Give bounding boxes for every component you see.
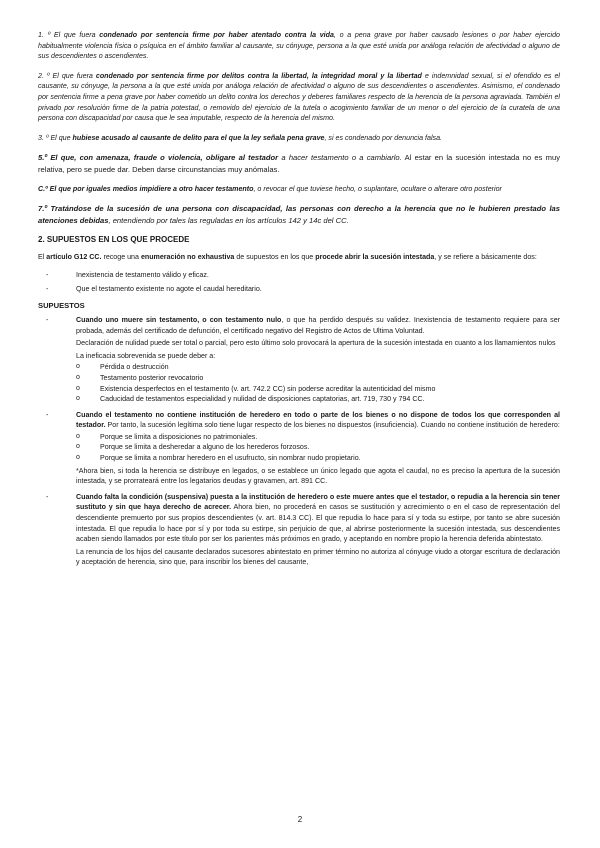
list-item: o Porque se limita a nombrar heredero en el usufructo, sin nombrar nudo propietario. xyxy=(76,453,560,464)
supuesto-1-nulidad: Declaración de nulidad puede ser total o parcial, pero esto último solo provocará la apertura de la sucesión intestada en cuanto a los llamamientos nulos xyxy=(76,339,556,348)
supuesto-1 xyxy=(38,315,560,405)
supuesto-1-bold: Cuando uno muere sin testamento, o con testamento nulo xyxy=(76,315,282,324)
item-2-bold: condenado por sentencia firme por delitos contra la libertad, la integridad moral y la libertad xyxy=(95,71,422,80)
supuestos-list xyxy=(38,315,560,568)
intro-article: artículo G12 CC. xyxy=(46,252,102,261)
section-heading: 2. SUPUESTOS EN LOS QUE PROCEDE xyxy=(38,234,190,244)
paragraph-item-7 xyxy=(38,203,560,225)
intro-procede: procede abrir la sucesión intestada xyxy=(315,252,435,261)
supuesto-3-lead xyxy=(76,492,560,545)
item-1-number: 1. º El que fuera xyxy=(38,31,100,39)
item-5-text: Al estar en la sucesión intestada no es muy relativa, pero se puede dar. Deben darse circunstancias muy anómalas. xyxy=(38,153,561,174)
item-3-text: , si es condenado por denuncia falsa. xyxy=(324,133,443,142)
supuesto-1-ineficacia: La ineficacia sobrevenida se puede deber a: xyxy=(76,351,216,360)
ineficacia-causes-list xyxy=(76,362,560,404)
item-7-text: , entendiendo por tales las reguladas en los artículos 142 y 14c del CC. xyxy=(108,215,349,225)
intro-text-e: , y se refiere a básicamente dos: xyxy=(434,252,537,261)
supuesto-2-text: Por tanto, la sucesión legítima solo tiene lugar respecto de los bienes no dispuestos (insuficiencia). Cuando no contiene institución de heredero: xyxy=(105,421,560,430)
paragraph-item-c xyxy=(38,184,560,195)
list-item: o Porque se limita a desheredar a alguno de los herederos forzosos. xyxy=(76,442,560,453)
supuesto-2-bold: Cuando el testamento no contiene institución de heredero en todo o parte de los bienes o no dispone de todos los que corresponden al testador. xyxy=(76,410,560,430)
list-item: o Existencia desperfectos en el testamento (v. art. 742.2 CC) sin poderse acreditar la autenticidad del mismo xyxy=(76,384,560,395)
supuesto-3-renuncia: La renuncia de los hijos del causante declarados sucesores abintestato en primer término no autoriza al cónyuge viudo a otorgar escritura de declaración y aceptación de herencia, sino que, para inscribir los bienes del causante, xyxy=(76,547,560,567)
item-2-text: e indemnidad sexual, si el ofendido es el causante, su cónyuge, la persona a la que esté unida por análoga relación de afectividad o alguno de sus descendientes o ascendientes. Asimismo, el condenado por sentencia firme a pena grave por haber cometido un delito contra los derechos y deberes familiares respecto de la herencia de la persona agraviada. También el privado por resolución firme de la patria potestad, o removido del ejercicio de la tutela o acogimiento familiar de un menor o del ejercicio de la curatela de una persona con discapacidad por causa que le sea imputable, respecto de la herencia del mismo. xyxy=(38,71,560,123)
section-intro xyxy=(38,252,560,263)
list-item: - Inexistencia de testamento válido y eficaz. xyxy=(38,270,560,281)
item-1-bold: condenado por sentencia firme por haber atentado contra la vida xyxy=(99,31,334,39)
paragraph-item-3 xyxy=(38,133,560,144)
item-5-italic: a hacer testamento o a cambiarlo. xyxy=(278,153,402,163)
paragraph-item-5 xyxy=(38,152,560,174)
item-5-bold: 5.º El que, con amenaza, fraude o violencia, obligare al testador xyxy=(38,153,279,163)
list-item: - Que el testamento existente no agote el caudal hereditario. xyxy=(38,284,560,295)
supuesto-3-bold: Cuando falta la condición (suspensiva) puesta a la institución de heredero o este muere antes que el testador, o repudia a la herencia sin tener sustituto y sin que haya derecho de acrecer. xyxy=(76,492,560,512)
supuesto-3-text: Ahora bien, no procederá en casos se sustitución y acrecimiento o en el caso de representación del descendiente premuerto por sus propios descendientes (v. art. 814.3 CC). El que repudia lo hace para sí y toda su estirpe, por tanto se abre sucesión intestada. El que repudia lo hace por sí y por toda su estirpe, sin perjuicio de que, al abrirse posteriormente la sucesión intestada, sus descendientes acaben siendo llamados por este título por ser los parientes más próximos en grado, y aceptando en nombre propio la herencia deferida abintestato. xyxy=(76,503,560,544)
intro-enumeration: enumeración no exhaustiva xyxy=(140,252,235,261)
supuesto-3 xyxy=(38,492,560,568)
list-item: o Testamento posterior revocatorio xyxy=(76,373,560,384)
page-number: 2 xyxy=(297,815,303,824)
intro-text-a: El xyxy=(38,252,47,261)
list-item: o Caducidad de testamentos especialidad y nulidad de disposiciones captatorias, art. 719, 730 y 794 CC. xyxy=(76,394,560,405)
list-item: o Pérdida o destrucción xyxy=(76,362,560,373)
intro-text-c: recoge una xyxy=(101,252,141,261)
item-3-number: 3. º El que xyxy=(38,133,73,142)
intro-text-d: de supuestos en los que xyxy=(234,252,316,261)
basic-cases-list xyxy=(38,270,560,295)
item-1-text: , o a pena grave por haber causado lesiones o por haber ejercido habitualmente violencia física o psíquica en el ámbito familiar al causante, su cónyuge, persona a la que esté unida por análoga relación de afectividad o alguno de sus descendientes o ascendientes. xyxy=(38,31,560,61)
item-c-text: , o revocar el que tuviese hecho, o suplantare, ocultare o alterare otro posterior xyxy=(253,184,502,193)
supuesto-2-note: *Ahora bien, si toda la herencia se distribuye en legados, o se establece un único legado que agota el caudal, no es preciso la apertura de la sucesión intestada, y se prorrateará entre los legatarios deudas y gravamen, art. 891 CC. xyxy=(76,466,560,486)
item-c-bold: C.º El que por iguales medios impidiere a otro hacer testamento xyxy=(38,184,254,193)
item-3-bold: hubiese acusado al causante de delito para el que la ley señala pena grave xyxy=(72,133,325,142)
supuesto-1-lead xyxy=(76,315,560,336)
supuesto-2-lead xyxy=(76,410,560,431)
heredero-cases-list xyxy=(76,432,560,464)
list-item: o Porque se limita a disposiciones no patrimoniales. xyxy=(76,432,560,443)
paragraph-item-1 xyxy=(38,30,560,62)
item-2-number: 2. º El que fuera xyxy=(38,71,96,80)
paragraph-item-2 xyxy=(38,71,560,124)
supuesto-1-text: , o que ha perdido después su validez. Inexistencia de testamento requiere para ser probada, además del certificado de defunción, el certificado negativo del Registro de Actos de Ultima Voluntad. xyxy=(76,315,560,335)
supuesto-2 xyxy=(38,410,560,487)
supuestos-heading: SUPUESTOS xyxy=(38,300,85,310)
item-7-bold: 7.º Tratándose de la sucesión de una persona con discapacidad, las personas con derecho a la herencia que no le hubieren prestado las atenciones debidas xyxy=(38,204,560,225)
